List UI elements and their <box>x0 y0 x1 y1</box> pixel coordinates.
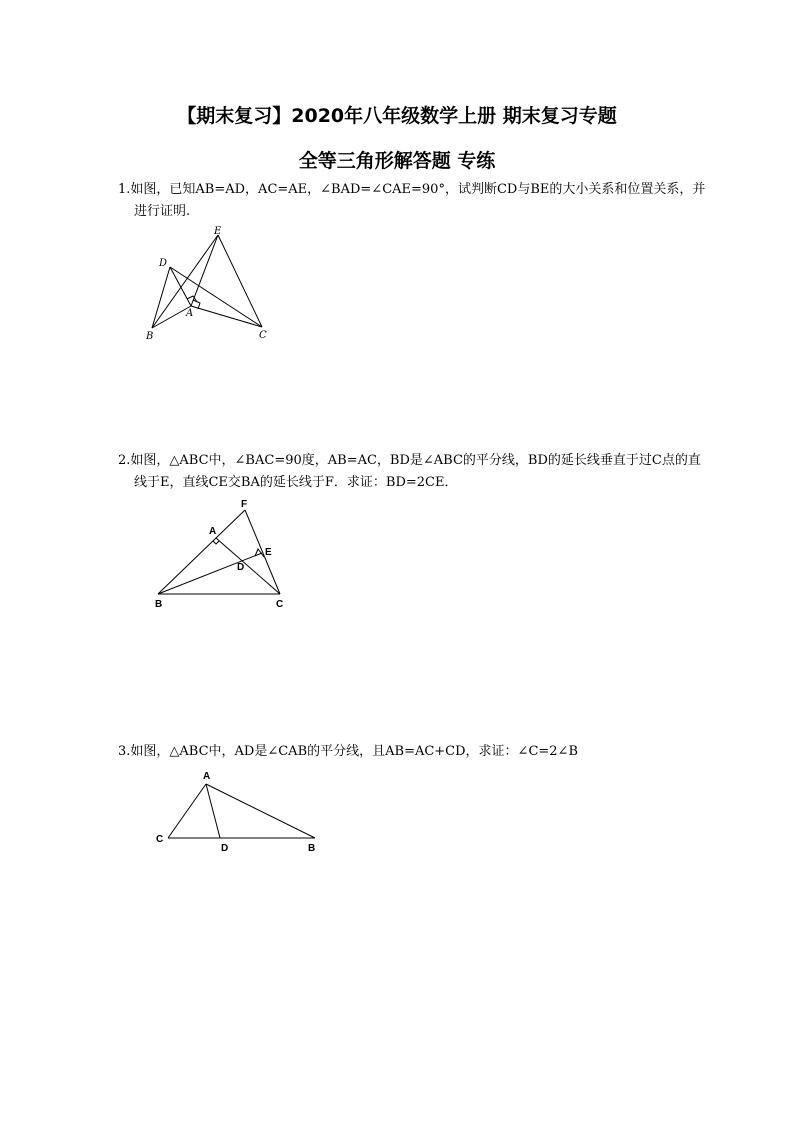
segment-be <box>158 553 262 594</box>
segment-da <box>170 267 191 306</box>
segment-fc <box>245 510 280 594</box>
segment-ab <box>206 784 315 838</box>
question-number: 2. <box>118 453 131 468</box>
question-text-continued: 线于E，直线CE交BA的延长线于F．求证：BD=2CE． <box>134 475 458 490</box>
label-d: D <box>237 562 245 573</box>
figure-3-diagram <box>150 765 330 860</box>
question-1 <box>118 179 718 223</box>
question-text: 如图，△ABC中，AD是∠CAB的平分线，且AB=AC+CD，求证：∠C=2∠B <box>130 744 579 759</box>
label-e: E <box>265 547 272 558</box>
label-d: D <box>221 843 229 854</box>
question-number: 3. <box>118 744 131 759</box>
label-a: A <box>203 771 211 782</box>
question-number: 1. <box>118 182 131 197</box>
label-a: A <box>209 526 217 537</box>
right-angle-mark-a <box>213 541 219 544</box>
label-c: C <box>259 330 267 341</box>
segment-ad <box>206 784 220 838</box>
label-c: C <box>156 834 164 845</box>
figure-2-diagram <box>150 495 300 615</box>
figure-1-diagram <box>140 222 280 347</box>
question-text: 如图，已知AB=AD，AC=AE，∠BAD=∠CAE=90°，试判断CD与BE的大小关系和位置关系，并 <box>130 182 706 197</box>
label-b: B <box>308 843 316 854</box>
question-3 <box>118 741 718 763</box>
page-title: 【期末复习】2020年八年级数学上册 期末复习专题 <box>177 105 617 127</box>
label-c: C <box>276 599 284 610</box>
label-d: D <box>159 258 168 269</box>
label-f: F <box>241 499 248 510</box>
question-text: 如图，△ABC中，∠BAC=90度，AB=AC，BD是∠ABC的平分线，BD的延长线垂直于过C点的直 <box>130 453 701 468</box>
page-subtitle: 全等三角形解答题 专练 <box>298 150 496 172</box>
segment-ca <box>168 784 206 838</box>
label-b: B <box>155 599 163 610</box>
label-b: B <box>146 331 154 342</box>
segment-ac <box>191 306 262 327</box>
label-a: A <box>186 308 194 319</box>
question-2 <box>118 450 718 494</box>
label-e: E <box>214 226 222 237</box>
segment-be <box>152 235 218 328</box>
question-text-continued: 进行证明. <box>134 204 191 219</box>
